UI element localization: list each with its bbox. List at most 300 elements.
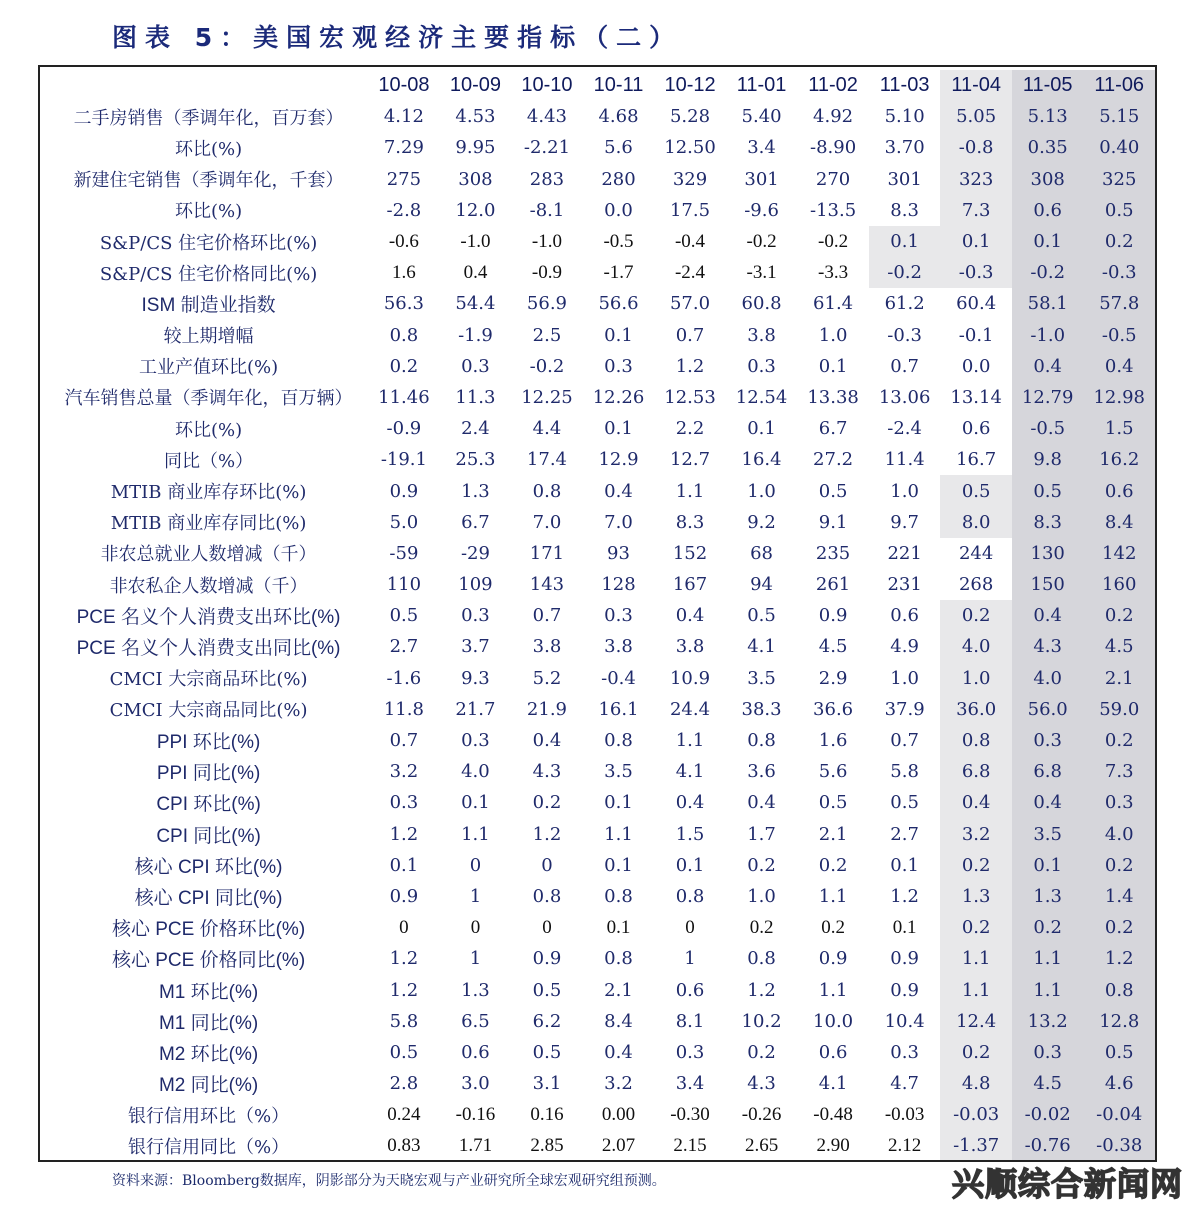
cell-10-09: 308: [458, 168, 493, 190]
cell-10-12: -2.4: [674, 261, 706, 283]
row-label: M1 同比(%): [158, 1012, 259, 1034]
cell-11-03: 0.7: [890, 355, 919, 377]
cell-11-04: 3.2: [940, 819, 1012, 850]
cell-10-12: 0: [685, 916, 695, 938]
cell-11-06: 2.1: [1083, 663, 1155, 694]
cell-10-08: 5.0: [389, 511, 419, 533]
cell-11-05: -0.2: [1012, 257, 1084, 288]
row-label: 银行信用同比（%）: [128, 1136, 290, 1158]
cell-11-03: 231: [887, 574, 922, 596]
cell-11-02: 10.0: [813, 1010, 854, 1032]
cell-11-03: 13.06: [878, 386, 931, 408]
cell-10-11: 5.6: [604, 137, 633, 159]
cell-11-01: 68: [750, 542, 774, 564]
cell-11-03: -2.4: [887, 418, 922, 440]
cell-11-02: 1.1: [818, 979, 848, 1001]
table-row: [49, 974, 1155, 1005]
cell-10-11: 0.1: [604, 324, 633, 346]
row-label: M2 环比(%): [158, 1043, 259, 1065]
cell-11-01: 0.8: [747, 948, 776, 970]
cell-11-05: 6.8: [1012, 756, 1084, 787]
cell-10-12: 17.5: [669, 199, 711, 221]
cell-10-10: 0.8: [532, 885, 562, 907]
cell-11-05: -0.5: [1012, 413, 1084, 444]
cell-11-04: 268: [958, 574, 994, 596]
row-label: PCE 名义个人消费支出环比(%): [76, 607, 341, 629]
cell-10-08: -19.1: [380, 449, 427, 471]
cell-11-05: 4.5: [1012, 1068, 1084, 1099]
cell-11-06: 12.8: [1083, 1006, 1155, 1037]
cell-10-11: 12.26: [592, 386, 645, 408]
cell-10-10: 0.5: [532, 1041, 562, 1063]
cell-11-06: 0.3: [1083, 787, 1155, 818]
cell-10-09: 1: [469, 885, 482, 907]
cell-10-10: 56.9: [526, 293, 567, 315]
cell-10-08: 0.3: [389, 792, 419, 814]
page-title: 图表 5：美国宏观经济主要指标（二）: [112, 23, 683, 52]
cell-11-05: -0.76: [1012, 1130, 1084, 1161]
cell-11-01: 3.5: [747, 667, 776, 689]
header-label-cell: [49, 70, 368, 101]
cell-10-11: 1.1: [604, 823, 633, 845]
cell-10-12: 12.53: [664, 386, 716, 408]
cell-11-06: 5.15: [1083, 101, 1155, 132]
table-row: [49, 351, 1155, 382]
cell-10-10: 0: [541, 854, 553, 876]
cell-11-01: 3.4: [747, 137, 776, 159]
cell-11-05: 308: [1012, 164, 1084, 195]
cell-11-01: 1.7: [747, 823, 776, 845]
cell-10-11: 12.9: [598, 449, 639, 471]
cell-11-01: 4.1: [747, 636, 776, 658]
cell-11-05: 5.13: [1012, 101, 1084, 132]
cell-11-03: 1.0: [890, 667, 919, 689]
cell-11-03: 9.7: [890, 511, 919, 533]
cell-11-02: -0.48: [813, 1103, 853, 1125]
cell-10-08: 0.8: [389, 324, 419, 346]
cell-10-11: 8.4: [604, 1010, 633, 1032]
table-row: [49, 413, 1155, 444]
cell-10-11: 0.8: [604, 885, 633, 907]
cell-11-02: 1.1: [818, 885, 848, 907]
cell-11-01: 0.5: [747, 605, 776, 627]
cell-10-09: 0: [469, 854, 482, 876]
cell-11-02: 0.1: [818, 355, 848, 377]
cell-11-06: 325: [1083, 164, 1155, 195]
cell-11-02: 36.6: [813, 698, 854, 720]
cell-11-06: 0.2: [1083, 912, 1155, 943]
cell-10-12: 57.0: [669, 293, 711, 315]
cell-10-12: 0.6: [675, 979, 705, 1001]
row-label: MTIB 商业库存环比(%): [110, 482, 307, 504]
cell-10-08: 0.7: [389, 730, 419, 752]
cell-10-08: -59: [389, 542, 419, 564]
cell-10-11: -0.5: [603, 230, 634, 252]
table-row: [49, 507, 1155, 538]
table-row: [49, 226, 1155, 257]
cell-11-05: 12.79: [1012, 382, 1084, 413]
cell-11-02: 2.90: [816, 1134, 850, 1156]
cell-10-10: 2.5: [532, 324, 562, 346]
row-label: 非农私企人数增减（千）: [109, 575, 308, 597]
cell-11-05: 1.1: [1012, 943, 1084, 974]
cell-10-12: 1.2: [675, 355, 705, 377]
cell-10-09: 109: [458, 574, 493, 596]
cell-10-11: 2.1: [604, 979, 633, 1001]
cell-10-11: 16.1: [598, 698, 639, 720]
cell-11-06: 0.5: [1083, 195, 1155, 226]
cell-10-09: 1.3: [461, 979, 490, 1001]
cell-11-05: 13.2: [1012, 1006, 1084, 1037]
cell-10-10: 6.2: [532, 1010, 562, 1032]
cell-10-09: 9.3: [461, 667, 490, 689]
cell-10-09: 3.7: [461, 636, 490, 658]
row-label: 二手房销售（季调年化，百万套）: [73, 107, 344, 129]
cell-11-03: 0.5: [890, 792, 919, 814]
cell-10-08: 0.2: [389, 355, 419, 377]
cell-10-11: 56.6: [598, 293, 639, 315]
cell-10-12: 0.1: [675, 854, 705, 876]
cell-11-01: 3.8: [747, 324, 776, 346]
cell-10-10: 5.2: [532, 667, 562, 689]
cell-11-04: 244: [958, 542, 994, 564]
cell-11-02: 4.92: [813, 106, 854, 128]
cell-11-03: 8.3: [890, 199, 919, 221]
cell-10-11: 0.3: [604, 605, 633, 627]
row-label: 核心 PCE 价格环比(%): [111, 919, 306, 941]
cell-11-05: 0.1: [1012, 226, 1084, 257]
cell-11-01: 12.54: [735, 386, 788, 408]
cell-11-06: 0.6: [1083, 475, 1155, 506]
cell-11-05: 0.3: [1012, 1037, 1084, 1068]
cell-10-10: 3.1: [532, 1073, 562, 1095]
cell-10-08: -1.6: [386, 667, 422, 689]
cell-10-08: 0.24: [387, 1103, 421, 1125]
cell-11-05: 0.4: [1012, 600, 1084, 631]
cell-10-10: 4.4: [532, 418, 562, 440]
cell-11-02: 9.1: [818, 511, 848, 533]
cell-11-06: 4.5: [1083, 631, 1155, 662]
cell-10-12: -0.4: [674, 230, 706, 252]
cell-10-11: 0.1: [606, 916, 631, 938]
table-row: [49, 1130, 1155, 1161]
cell-10-11: 0.00: [601, 1103, 636, 1125]
table-row: [49, 320, 1155, 351]
row-label: 汽车销售总量（季调年化，百万辆）: [64, 388, 353, 410]
cell-11-04: -0.8: [940, 132, 1012, 163]
cell-10-12: 1.1: [675, 730, 705, 752]
row-label: M2 同比(%): [158, 1075, 259, 1097]
cell-10-09: -29: [460, 542, 490, 564]
cell-11-04: 5.05: [940, 101, 1012, 132]
cell-11-04: 1.0: [940, 663, 1012, 694]
table-row: [49, 475, 1155, 506]
cell-11-01: 0.2: [747, 854, 776, 876]
cell-10-08: 1.6: [392, 261, 416, 283]
cell-11-01: 5.40: [741, 106, 782, 128]
cell-10-08: 0.5: [389, 1041, 419, 1063]
table-row: [49, 257, 1155, 288]
cell-10-10: 2.85: [530, 1134, 564, 1156]
cell-10-11: 0.4: [604, 1041, 633, 1063]
cell-11-01: 1.0: [747, 885, 776, 907]
cell-10-09: 1.71: [458, 1134, 493, 1156]
cell-10-08: 2.7: [389, 636, 419, 658]
cell-10-08: 0.9: [389, 885, 419, 907]
cell-10-12: 1: [684, 948, 696, 970]
cell-11-01: 0.2: [747, 1041, 776, 1063]
cell-10-08: 1.2: [389, 823, 419, 845]
row-label: ISM 制造业指数: [141, 295, 276, 317]
cell-11-05: 0.4: [1012, 787, 1084, 818]
cell-10-09: 25.3: [455, 449, 496, 471]
cell-11-04: 12.4: [940, 1006, 1012, 1037]
row-label: S&P/CS 住宅价格同比(%): [99, 263, 318, 285]
month-header-11-01: 11-01: [736, 74, 787, 97]
cell-10-08: 1.2: [389, 948, 419, 970]
cell-10-12: -0.30: [670, 1103, 710, 1125]
cell-11-06: 8.4: [1083, 507, 1155, 538]
cell-11-01: 3.6: [747, 761, 776, 783]
cell-10-09: 4.53: [455, 106, 496, 128]
cell-10-08: 0.83: [387, 1134, 421, 1156]
cell-11-01: 10.2: [741, 1010, 782, 1032]
cell-10-10: 3.8: [532, 636, 562, 658]
row-label: 核心 PCE 价格同比(%): [111, 950, 306, 972]
cell-11-01: 2.65: [744, 1134, 779, 1156]
cell-11-04: 0.2: [940, 1037, 1012, 1068]
cell-11-01: 0.8: [747, 730, 776, 752]
row-label: 工业产值环比(%): [138, 357, 279, 379]
month-header-11-05: 11-05: [1012, 70, 1084, 101]
cell-10-09: -0.16: [455, 1103, 496, 1125]
cell-10-12: 4.1: [675, 761, 705, 783]
cell-10-10: -0.9: [531, 261, 562, 283]
cell-10-12: 5.28: [669, 106, 711, 128]
cell-11-01: 0.2: [749, 916, 774, 938]
table-row: [49, 1037, 1155, 1068]
cell-11-04: 16.7: [956, 449, 997, 471]
table-row: [49, 756, 1155, 787]
cell-11-02: 0.9: [818, 948, 848, 970]
cell-11-01: 60.8: [741, 293, 782, 315]
cell-11-04: 0.8: [940, 725, 1012, 756]
cell-10-12: 3.4: [675, 1073, 705, 1095]
table-body: [49, 101, 1155, 1161]
cell-10-09: -1.0: [460, 230, 491, 252]
cell-10-09: 2.4: [461, 418, 490, 440]
table-row: [49, 725, 1155, 756]
cell-11-04: -0.1: [958, 324, 994, 346]
cell-10-10: 4.43: [526, 106, 567, 128]
cell-10-10: 0.8: [532, 480, 562, 502]
cell-11-04: 1.1: [940, 974, 1012, 1005]
row-label: 非农总就业人数增减（千）: [100, 544, 317, 566]
row-label: 环比(%): [174, 419, 243, 441]
cell-10-11: 0.0: [604, 199, 633, 221]
cell-10-12: 2.15: [673, 1134, 707, 1156]
cell-11-04: -1.37: [940, 1130, 1012, 1161]
cell-11-02: 0.9: [818, 605, 848, 627]
cell-11-02: -3.3: [818, 261, 849, 283]
table-row: [49, 1006, 1155, 1037]
cell-10-08: 4.12: [383, 106, 424, 128]
cell-11-05: 0.3: [1012, 725, 1084, 756]
cell-10-08: -2.8: [386, 199, 422, 221]
row-label: CPI 环比(%): [156, 794, 261, 816]
cell-10-12: 1.1: [675, 480, 705, 502]
cell-10-12: 0.4: [675, 792, 705, 814]
cell-10-08: 11.8: [383, 698, 424, 720]
cell-10-12: 1.5: [675, 823, 705, 845]
cell-10-09: 0.4: [463, 261, 488, 283]
indicator-table-frame: [38, 65, 1157, 1162]
cell-10-10: -1.0: [531, 230, 562, 252]
cell-10-12: 2.2: [675, 418, 705, 440]
row-label: CMCI 大宗商品环比(%): [109, 669, 308, 691]
cell-10-11: 0.8: [604, 730, 633, 752]
cell-10-08: 56.3: [383, 293, 424, 315]
cell-10-12: 329: [672, 168, 708, 190]
cell-11-02: 13.38: [807, 386, 859, 408]
cell-11-05: 150: [1012, 569, 1084, 600]
row-label: 核心 CPI 环比(%): [134, 856, 283, 878]
row-label: 核心 CPI 同比(%): [134, 887, 283, 909]
cell-11-04: 0.1: [940, 226, 1012, 257]
cell-11-04: 8.0: [940, 507, 1012, 538]
cell-11-06: 7.3: [1083, 756, 1155, 787]
cell-11-05: 1.3: [1012, 881, 1084, 912]
cell-10-08: 110: [386, 574, 422, 596]
row-label: 银行信用环比（%）: [128, 1105, 290, 1127]
table-header-row: [49, 70, 1155, 101]
cell-10-10: -8.1: [529, 199, 565, 221]
cell-11-01: 38.3: [741, 698, 782, 720]
cell-11-06: -0.3: [1083, 257, 1155, 288]
cell-11-02: 1.6: [818, 730, 848, 752]
table-row: [49, 819, 1155, 850]
cell-11-06: 0.2: [1083, 226, 1155, 257]
cell-10-09: 0.3: [461, 730, 490, 752]
cell-11-03: 301: [887, 168, 922, 190]
cell-10-08: 11.46: [378, 386, 430, 408]
cell-11-01: 0.4: [747, 792, 776, 814]
cell-11-01: 9.2: [747, 511, 776, 533]
cell-11-06: 0.40: [1083, 132, 1155, 163]
cell-11-05: 8.3: [1012, 507, 1084, 538]
cell-11-03: 11.4: [884, 449, 925, 471]
cell-10-11: 3.8: [604, 636, 633, 658]
table-row: [49, 787, 1155, 818]
cell-10-10: -0.2: [529, 355, 565, 377]
cell-11-03: 221: [887, 542, 922, 564]
cell-11-06: -0.04: [1083, 1099, 1155, 1130]
cell-11-02: 270: [815, 168, 851, 190]
cell-11-06: 57.8: [1083, 288, 1155, 319]
cell-10-11: 7.0: [604, 511, 633, 533]
cell-10-08: 7.29: [383, 137, 424, 159]
cell-10-09: 1: [469, 948, 482, 970]
cell-10-10: 21.9: [526, 698, 567, 720]
cell-11-05: 0.5: [1012, 475, 1084, 506]
cell-11-02: 0.2: [818, 854, 848, 876]
cell-11-03: 0.1: [892, 916, 917, 938]
cell-11-06: 0.2: [1083, 850, 1155, 881]
cell-11-02: 0.5: [818, 792, 848, 814]
indicator-table: [49, 70, 1155, 1162]
cell-11-02: 0.6: [818, 1041, 848, 1063]
cell-10-10: 0.9: [532, 948, 562, 970]
cell-11-03: 0.1: [890, 854, 919, 876]
cell-11-06: 4.0: [1083, 819, 1155, 850]
table-row: [49, 195, 1155, 226]
cell-10-12: 0.7: [675, 324, 705, 346]
row-label: M1 环比(%): [158, 981, 259, 1003]
cell-10-09: 12.0: [455, 199, 496, 221]
month-header-11-06: 11-06: [1083, 70, 1155, 101]
cell-10-09: 0.3: [461, 605, 490, 627]
cell-10-12: 152: [672, 542, 708, 564]
cell-10-10: 0.5: [532, 979, 562, 1001]
table-row: [49, 1099, 1155, 1130]
cell-10-10: 171: [529, 542, 565, 564]
cell-10-12: 0.3: [675, 1041, 705, 1063]
cell-10-08: 1.2: [389, 979, 419, 1001]
cell-10-12: 167: [672, 574, 708, 596]
cell-11-02: 0.5: [818, 480, 848, 502]
cell-11-03: 1.0: [890, 480, 919, 502]
cell-10-10: 0.16: [530, 1103, 564, 1125]
cell-10-12: 8.3: [675, 511, 705, 533]
cell-10-10: 0.2: [532, 792, 562, 814]
cell-11-04: 0.2: [940, 912, 1012, 943]
cell-11-05: 1.1: [1012, 974, 1084, 1005]
cell-11-03: 3.70: [884, 137, 925, 159]
cell-10-08: 0.5: [389, 605, 419, 627]
cell-10-09: 0.6: [461, 1041, 490, 1063]
cell-11-01: 16.4: [741, 449, 782, 471]
row-label: PPI 环比(%): [156, 732, 261, 754]
cell-11-06: 0.2: [1083, 725, 1155, 756]
cell-10-11: 93: [607, 542, 630, 564]
cell-11-06: 142: [1083, 538, 1155, 569]
cell-11-05: 4.0: [1012, 663, 1084, 694]
table-row: [49, 600, 1155, 631]
cell-11-03: -0.03: [884, 1103, 925, 1125]
cell-10-11: -0.4: [601, 667, 636, 689]
cell-11-06: 0.5: [1083, 1037, 1155, 1068]
cell-10-10: 4.3: [532, 761, 562, 783]
row-label: 较上期增幅: [163, 326, 254, 348]
cell-10-09: 1.1: [461, 823, 490, 845]
cell-11-02: 0.2: [821, 916, 845, 938]
cell-11-04: 0.4: [940, 787, 1012, 818]
row-label: PPI 同比(%): [156, 763, 261, 785]
table-row: [49, 288, 1155, 319]
cell-10-09: 0.3: [461, 355, 490, 377]
cell-10-08: 3.2: [389, 761, 419, 783]
month-header-11-04: 11-04: [940, 70, 1012, 101]
cell-11-06: 0.4: [1083, 351, 1155, 382]
cell-11-04: 1.1: [940, 943, 1012, 974]
table-row: [49, 631, 1155, 662]
row-label: 新建住宅销售（季调年化，千套）: [73, 170, 344, 192]
cell-10-08: 2.8: [389, 1073, 419, 1095]
cell-11-01: 301: [744, 168, 779, 190]
cell-11-06: 1.2: [1083, 943, 1155, 974]
cell-11-04: 4.0: [940, 631, 1012, 662]
source-note: 资料来源：Bloomberg数据库，阴影部分为天晓宏观与产业研究所全球宏观研究组预测。: [112, 1173, 666, 1189]
